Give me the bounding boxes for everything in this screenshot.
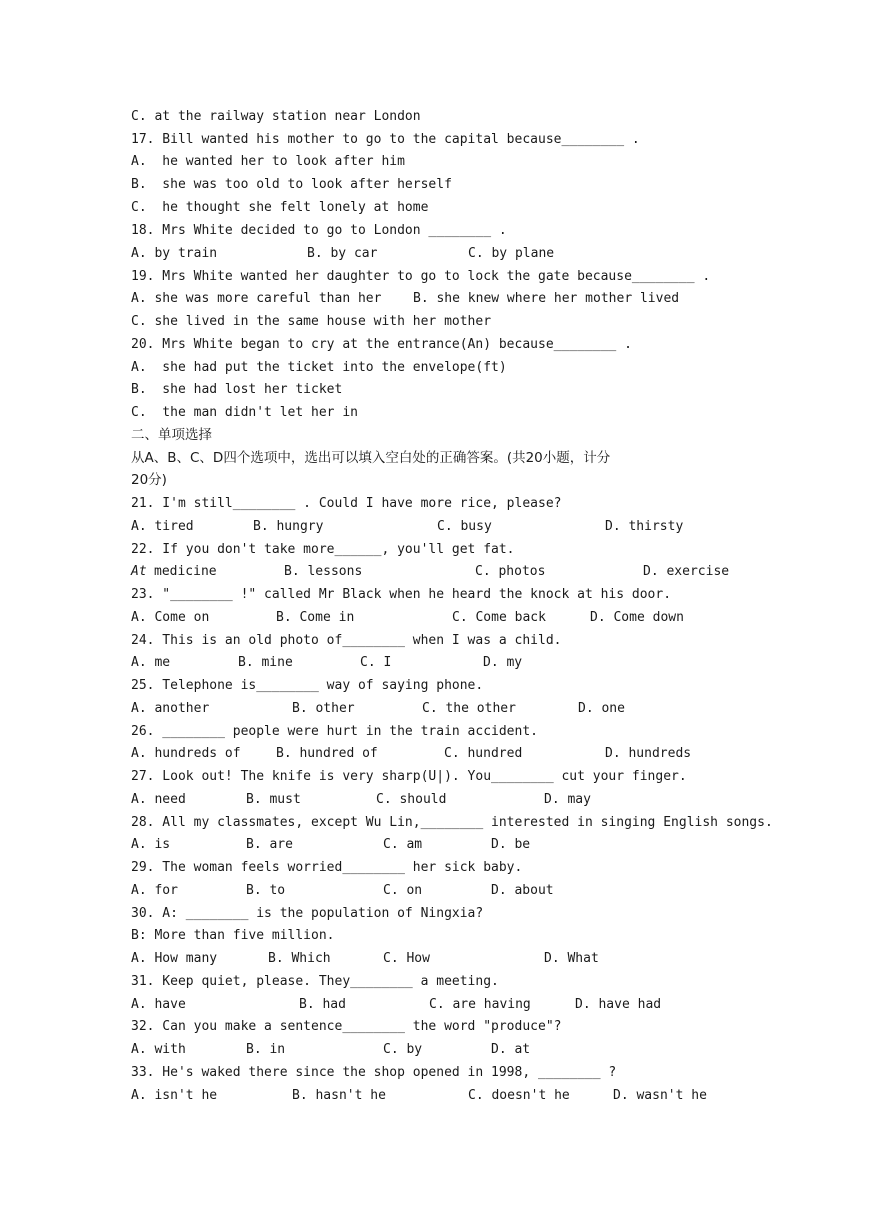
line-text: 21. I'm still________ . Could I have more rice, please?: [131, 496, 562, 511]
line-text: A. she had put the ticket into the envelope(ft): [131, 360, 507, 375]
option-text: B. other: [292, 701, 355, 716]
line-text: C. she lived in the same house with her mother: [131, 314, 492, 329]
option-text: C. photos: [475, 564, 546, 579]
option-text: B. hundred of: [276, 746, 378, 761]
option-text: D. my: [483, 655, 523, 670]
line-text: 33. He's waked there since the shop opened in 1998, ________ ?: [131, 1065, 617, 1080]
option-text: B. are: [246, 837, 293, 852]
line-text: 29. The woman feels worried________ her sick baby.: [131, 860, 523, 875]
option-text: C. should: [376, 792, 447, 807]
option-text: D. exercise: [643, 564, 730, 579]
option-text: D. What: [544, 951, 599, 966]
line-text: A. she was more careful than her: [131, 291, 382, 306]
line-text: A. for: [131, 883, 178, 898]
line-text: A. another: [131, 701, 210, 716]
option-text: D. be: [491, 837, 531, 852]
line-text: 18. Mrs White decided to go to London ________ .: [131, 223, 507, 238]
option-text: D. hundreds: [605, 746, 692, 761]
line-text: A. hundreds of: [131, 746, 241, 761]
line-text: 24. This is an old photo of________ when I was a child.: [131, 633, 562, 648]
option-text: C. How: [383, 951, 430, 966]
option-text: B. hungry: [253, 519, 324, 534]
option-text: C. are having: [429, 997, 531, 1012]
option-text: D. have had: [575, 997, 662, 1012]
option-text: medicine: [154, 564, 217, 579]
option-text: B. Which: [268, 951, 331, 966]
line-text: 31. Keep quiet, please. They________ a meeting.: [131, 974, 499, 989]
line-text: A. isn't he: [131, 1088, 218, 1103]
line-text: 23. "________ !" called Mr Black when he heard the knock at his door.: [131, 587, 672, 602]
option-text: C. on: [383, 883, 423, 898]
line-text: A. tired: [131, 519, 194, 534]
line-text: B. she had lost her ticket: [131, 382, 343, 397]
line-text: C. at the railway station near London: [131, 109, 421, 124]
line-text: At: [131, 564, 147, 579]
option-text: D. Come down: [590, 610, 684, 625]
line-text: A. is: [131, 837, 171, 852]
line-text: A. by train: [131, 246, 218, 261]
line-text: 26. ________ people were hurt in the train accident.: [131, 724, 538, 739]
line-text: 20. Mrs White began to cry at the entrance(An) because________ .: [131, 337, 632, 352]
option-text: C. by: [383, 1042, 423, 1057]
option-text: D. may: [544, 792, 591, 807]
line-text: 二、单项选择: [131, 427, 212, 443]
line-text: B: More than five million.: [131, 928, 335, 943]
option-text: C. am: [383, 837, 423, 852]
option-text: B. by car: [307, 246, 378, 261]
line-text: 30. A: ________ is the population of Ningxia?: [131, 906, 484, 921]
line-text: 22. If you don't take more______, you'll get fat.: [131, 542, 515, 557]
option-text: C. the other: [422, 701, 516, 716]
option-text: B. hasn't he: [292, 1088, 386, 1103]
option-text: B. must: [246, 792, 301, 807]
line-text: A. with: [131, 1042, 186, 1057]
line-text: 28. All my classmates, except Wu Lin,________ interested in singing English songs.: [131, 815, 773, 830]
line-text: C. he thought she felt lonely at home: [131, 200, 429, 215]
option-text: C. hundred: [444, 746, 523, 761]
line-text: B. she was too old to look after herself: [131, 177, 452, 192]
option-text: C. by plane: [468, 246, 555, 261]
option-text: C. I: [360, 655, 392, 670]
option-text: C. busy: [437, 519, 492, 534]
option-text: B. had: [299, 997, 346, 1012]
line-text: A. need: [131, 792, 186, 807]
line-text: 17. Bill wanted his mother to go to the capital because________ .: [131, 132, 640, 147]
option-text: B. mine: [238, 655, 293, 670]
line-text: 从A、B、C、D四个选项中，选出可以填入空白处的正确答案。(共20小题，计分: [131, 450, 611, 466]
option-text: D. about: [491, 883, 554, 898]
line-text: A. How many: [131, 951, 218, 966]
option-text: D. one: [578, 701, 625, 716]
line-text: 25. Telephone is________ way of saying phone.: [131, 678, 484, 693]
line-text: 19. Mrs White wanted her daughter to go to lock the gate because________ .: [131, 269, 711, 284]
option-text: C. doesn't he: [468, 1088, 570, 1103]
option-text: C. Come back: [452, 610, 546, 625]
option-text: D. thirsty: [605, 519, 684, 534]
line-text: A. Come on: [131, 610, 210, 625]
option-text: D. at: [491, 1042, 531, 1057]
line-text: A. have: [131, 997, 186, 1012]
option-text: B. she knew where her mother lived: [413, 291, 680, 306]
option-text: B. Come in: [276, 610, 355, 625]
line-text: A. me: [131, 655, 171, 670]
option-text: D. wasn't he: [613, 1088, 707, 1103]
option-text: B. lessons: [284, 564, 363, 579]
line-text: 20分): [131, 472, 167, 488]
line-text: C. the man didn't let her in: [131, 405, 358, 420]
line-text: 27. Look out! The knife is very sharp(U|). You________ cut your finger.: [131, 769, 687, 784]
line-text: A. he wanted her to look after him: [131, 154, 405, 169]
option-text: B. to: [246, 883, 286, 898]
line-text: 32. Can you make a sentence________ the word "produce"?: [131, 1019, 562, 1034]
option-text: B. in: [246, 1042, 286, 1057]
